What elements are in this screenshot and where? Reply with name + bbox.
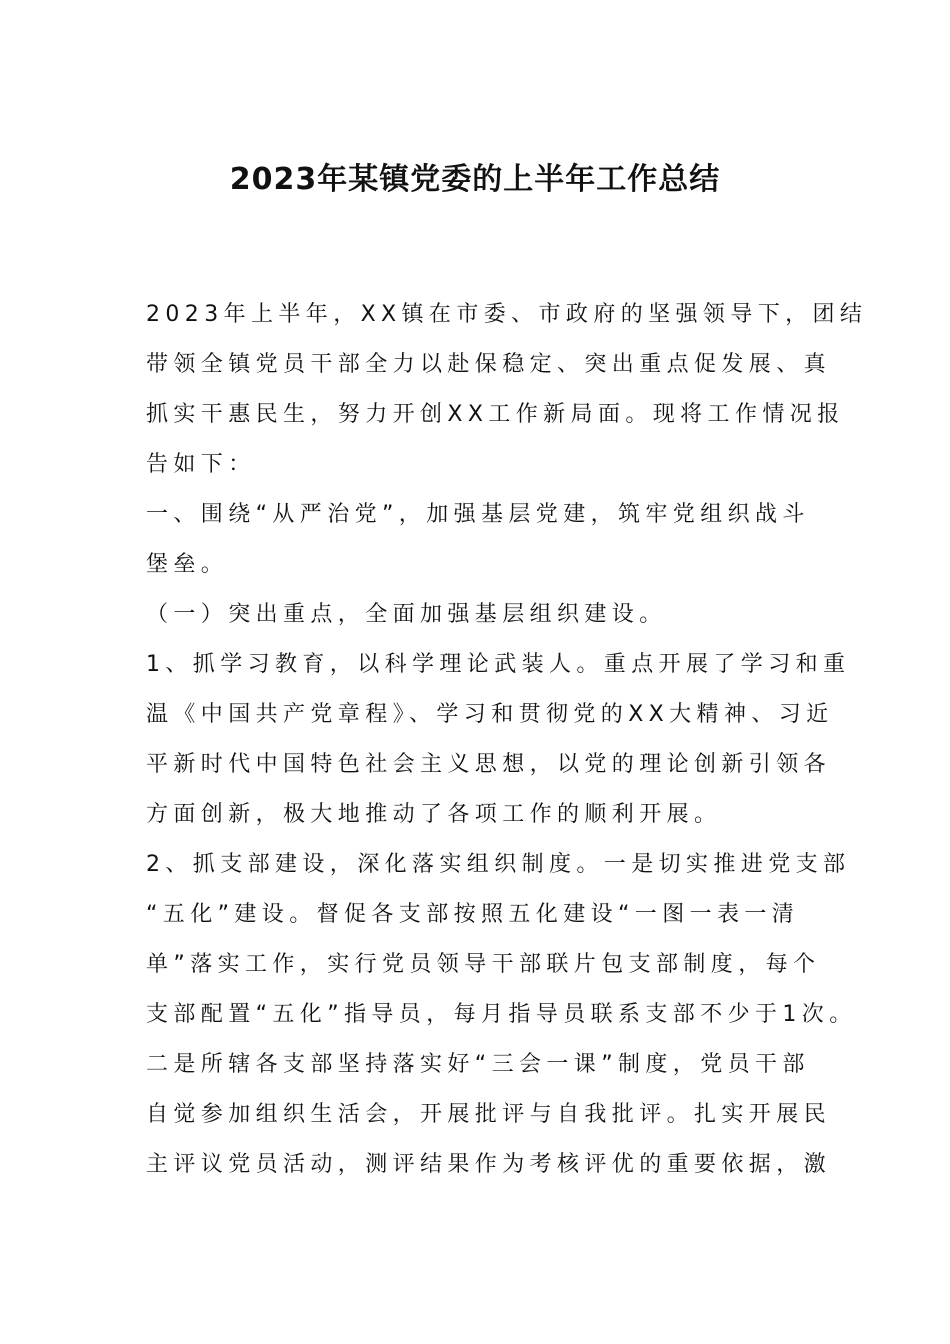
body-line: 单”落实工作，实行党员领导干部联片包支部制度，每个	[146, 952, 821, 977]
section-heading: 一、围绕“从严治党”，加强基层党建，筑牢党组织战斗	[146, 502, 810, 527]
body-line: 告如下：	[146, 452, 256, 477]
subsection-heading: （一）突出重点，全面加强基层组织建设。	[146, 602, 667, 627]
body-line: 温《中国共产党章程》、学习和贯彻党的XX大精神、习近	[146, 702, 834, 727]
body-line: 主评议党员活动，测评结果作为考核评优的重要依据，激	[146, 1152, 832, 1177]
body-line: 自觉参加组织生活会，开展批评与自我批评。扎实开展民	[146, 1102, 832, 1127]
body-line: 支部配置“五化”指导员，每月指导员联系支部不少于1次。	[146, 1002, 857, 1027]
body-line: 二是所辖各支部坚持落实好“三会一课”制度，党员干部	[146, 1052, 810, 1077]
body-line: 2、抓支部建设，深化落实组织制度。一是切实推进党支部	[146, 852, 851, 877]
body-line: 2023年上半年，XX镇在市委、市政府的坚强领导下，团结	[146, 302, 868, 327]
body-line: 方面创新，极大地推动了各项工作的顺利开展。	[146, 802, 722, 827]
body-line: 带领全镇党员干部全力以赴保稳定、突出重点促发展、真	[146, 352, 832, 377]
body-line: 抓实干惠民生，努力开创XX工作新局面。现将工作情况报	[146, 402, 845, 427]
body-line: 平新时代中国特色社会主义思想，以党的理论创新引领各	[146, 752, 832, 777]
document-title: 2023年某镇党委的上半年工作总结	[229, 162, 721, 197]
section-heading: 堡垒。	[146, 552, 229, 577]
body-line: 1、抓学习教育，以科学理论武装人。重点开展了学习和重	[146, 652, 851, 677]
body-line: “五化”建设。督促各支部按照五化建设“一图一表一清	[146, 902, 800, 927]
